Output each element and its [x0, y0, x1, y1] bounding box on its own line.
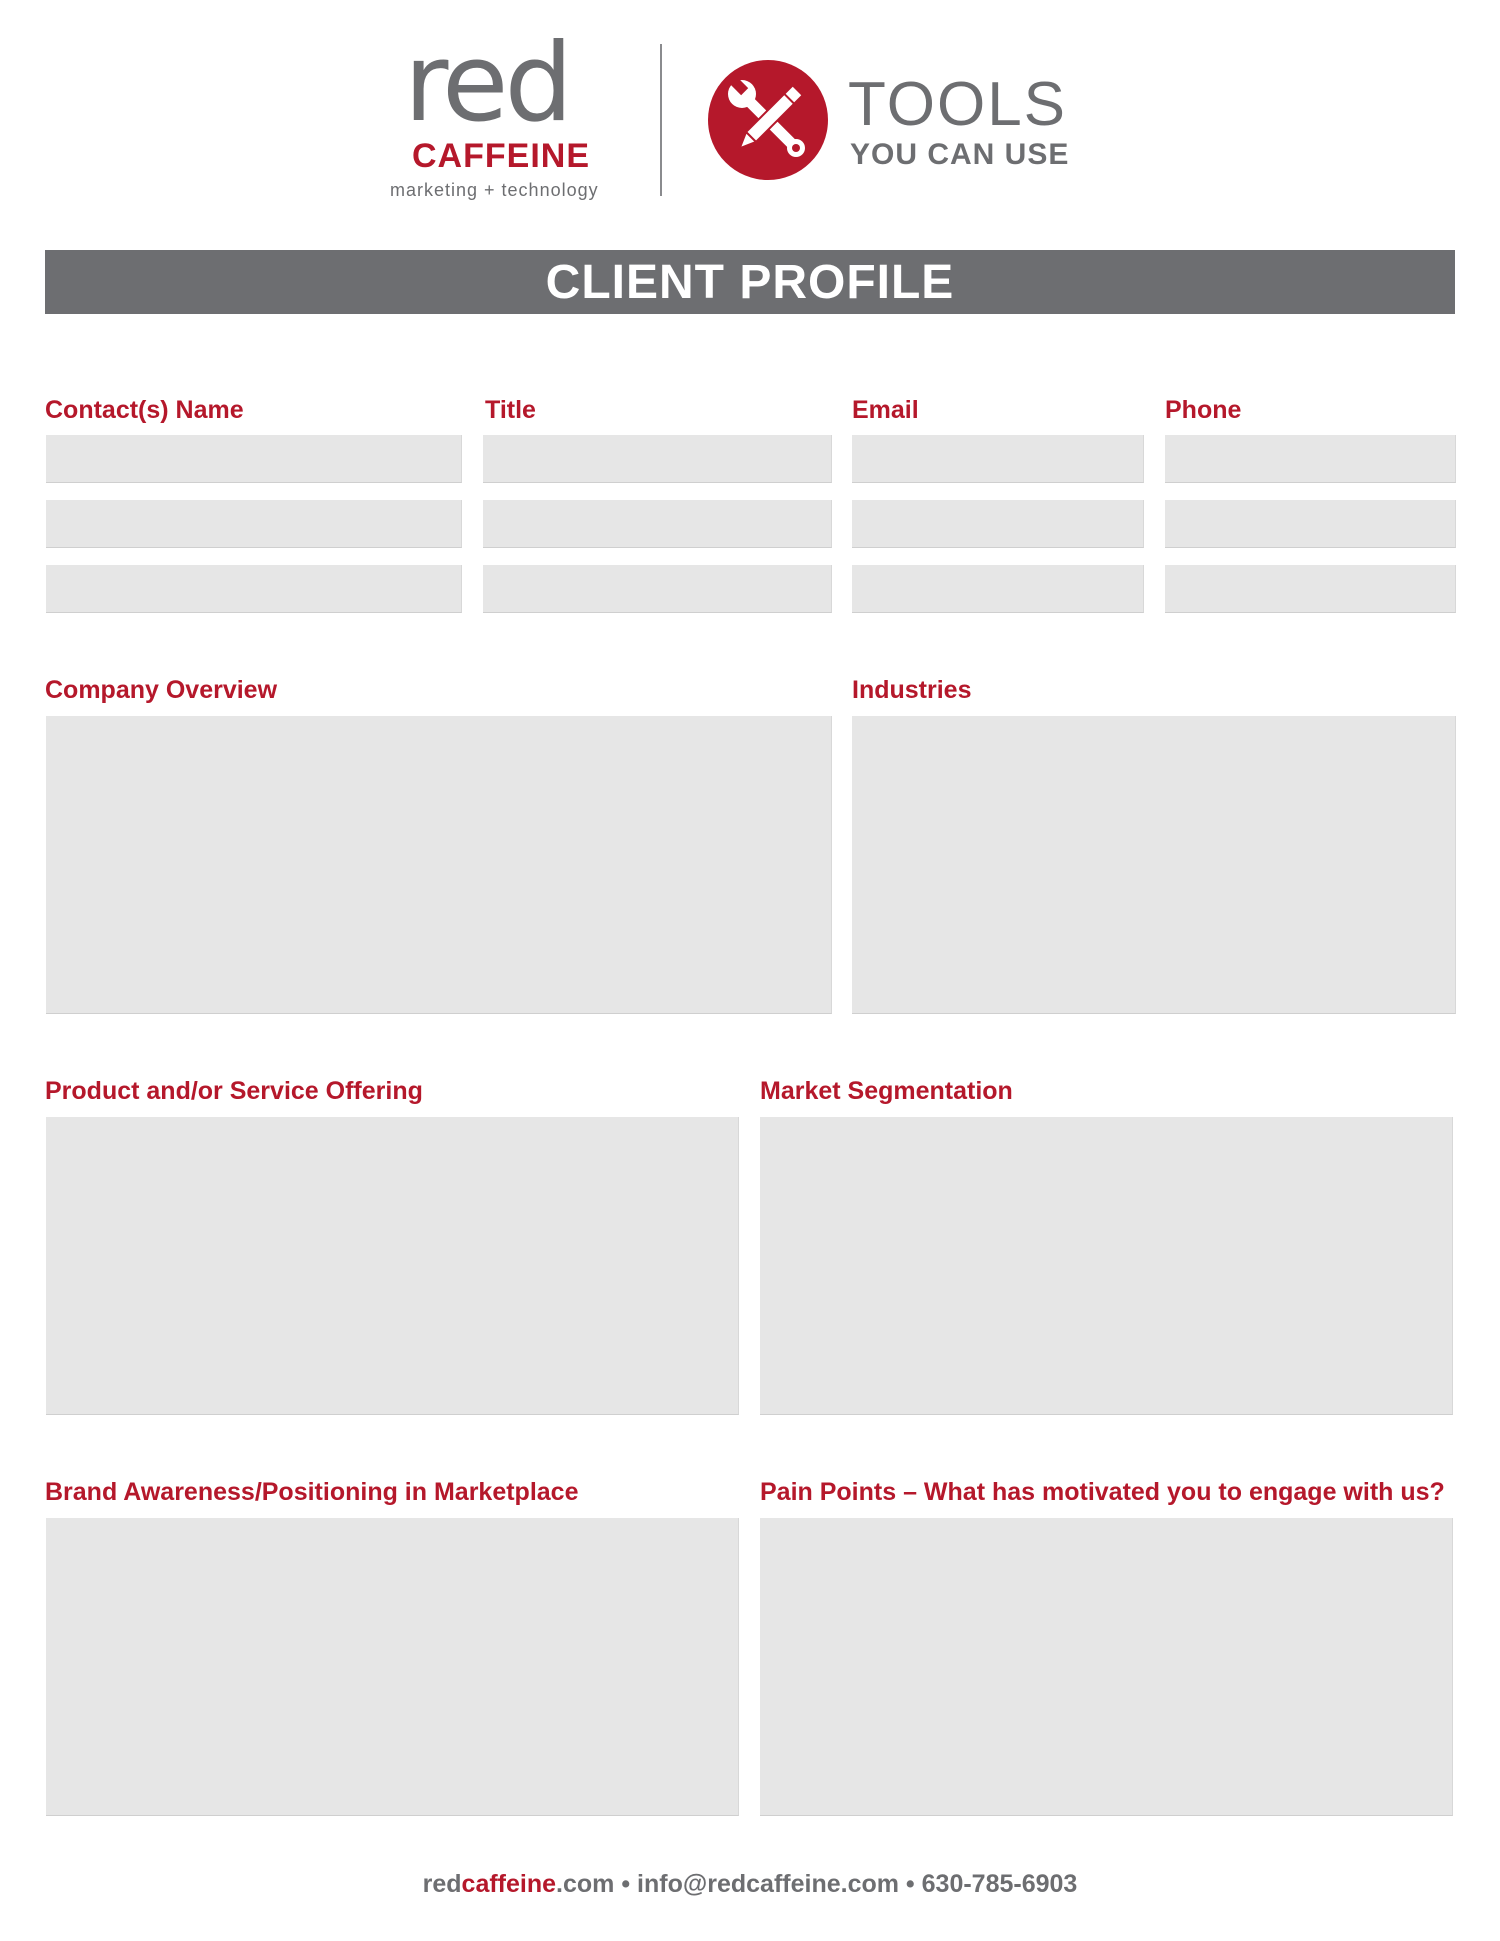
footer-separator-1: • — [614, 1870, 638, 1898]
footer-contact — [0, 1870, 1500, 1899]
label-brand-awareness: Brand Awareness/Positioning in Marketplace — [45, 1478, 579, 1506]
phone-field-1[interactable] — [1165, 435, 1456, 483]
tools-subtitle: YOU CAN USE — [850, 138, 1070, 171]
footer-site-caffeine: caffeine — [461, 1870, 557, 1898]
footer-separator-2: • — [898, 1870, 922, 1898]
label-phone: Phone — [1165, 396, 1242, 424]
label-email: Email — [852, 396, 919, 424]
label-industries: Industries — [852, 676, 972, 704]
title-field-2[interactable] — [483, 500, 832, 548]
title-field-1[interactable] — [483, 435, 832, 483]
label-pain-points: Pain Points – What has motivated you to engage with us? — [760, 1478, 1445, 1506]
contact-name-field-1[interactable] — [46, 435, 462, 483]
contact-name-field-3[interactable] — [46, 565, 462, 613]
label-title: Title — [485, 396, 536, 424]
contact-name-field-2[interactable] — [46, 500, 462, 548]
title-field-3[interactable] — [483, 565, 832, 613]
market-segmentation-field[interactable] — [760, 1117, 1453, 1415]
logo-caffeine: CAFFEINE — [412, 137, 590, 175]
label-product-service: Product and/or Service Offering — [45, 1077, 423, 1105]
label-contact-name: Contact(s) Name — [45, 396, 244, 424]
tools-title: TOOLS — [848, 70, 1068, 139]
footer-site-tld: .com — [556, 1870, 615, 1898]
label-market-segmentation: Market Segmentation — [760, 1077, 1013, 1105]
logo-wordmark: red — [404, 21, 570, 146]
email-field-3[interactable] — [852, 565, 1144, 613]
pain-points-field[interactable] — [760, 1518, 1453, 1816]
product-service-field[interactable] — [46, 1117, 739, 1415]
footer-phone: 630-785-6903 — [921, 1870, 1078, 1898]
logo-tagline: marketing + technology — [390, 180, 599, 200]
wrench-pencil-icon — [708, 60, 828, 180]
email-field-2[interactable] — [852, 500, 1144, 548]
company-overview-field[interactable] — [46, 716, 832, 1014]
email-field-1[interactable] — [852, 435, 1144, 483]
phone-field-2[interactable] — [1165, 500, 1456, 548]
footer-email: info@redcaffeine.com — [637, 1870, 899, 1898]
logo-divider — [660, 44, 662, 196]
page-title: CLIENT PROFILE — [45, 250, 1455, 314]
industries-field[interactable] — [852, 716, 1456, 1014]
label-company-overview: Company Overview — [45, 676, 278, 704]
header — [0, 0, 1500, 220]
footer-site-red: red — [422, 1870, 462, 1898]
brand-awareness-field[interactable] — [46, 1518, 739, 1816]
phone-field-3[interactable] — [1165, 565, 1456, 613]
